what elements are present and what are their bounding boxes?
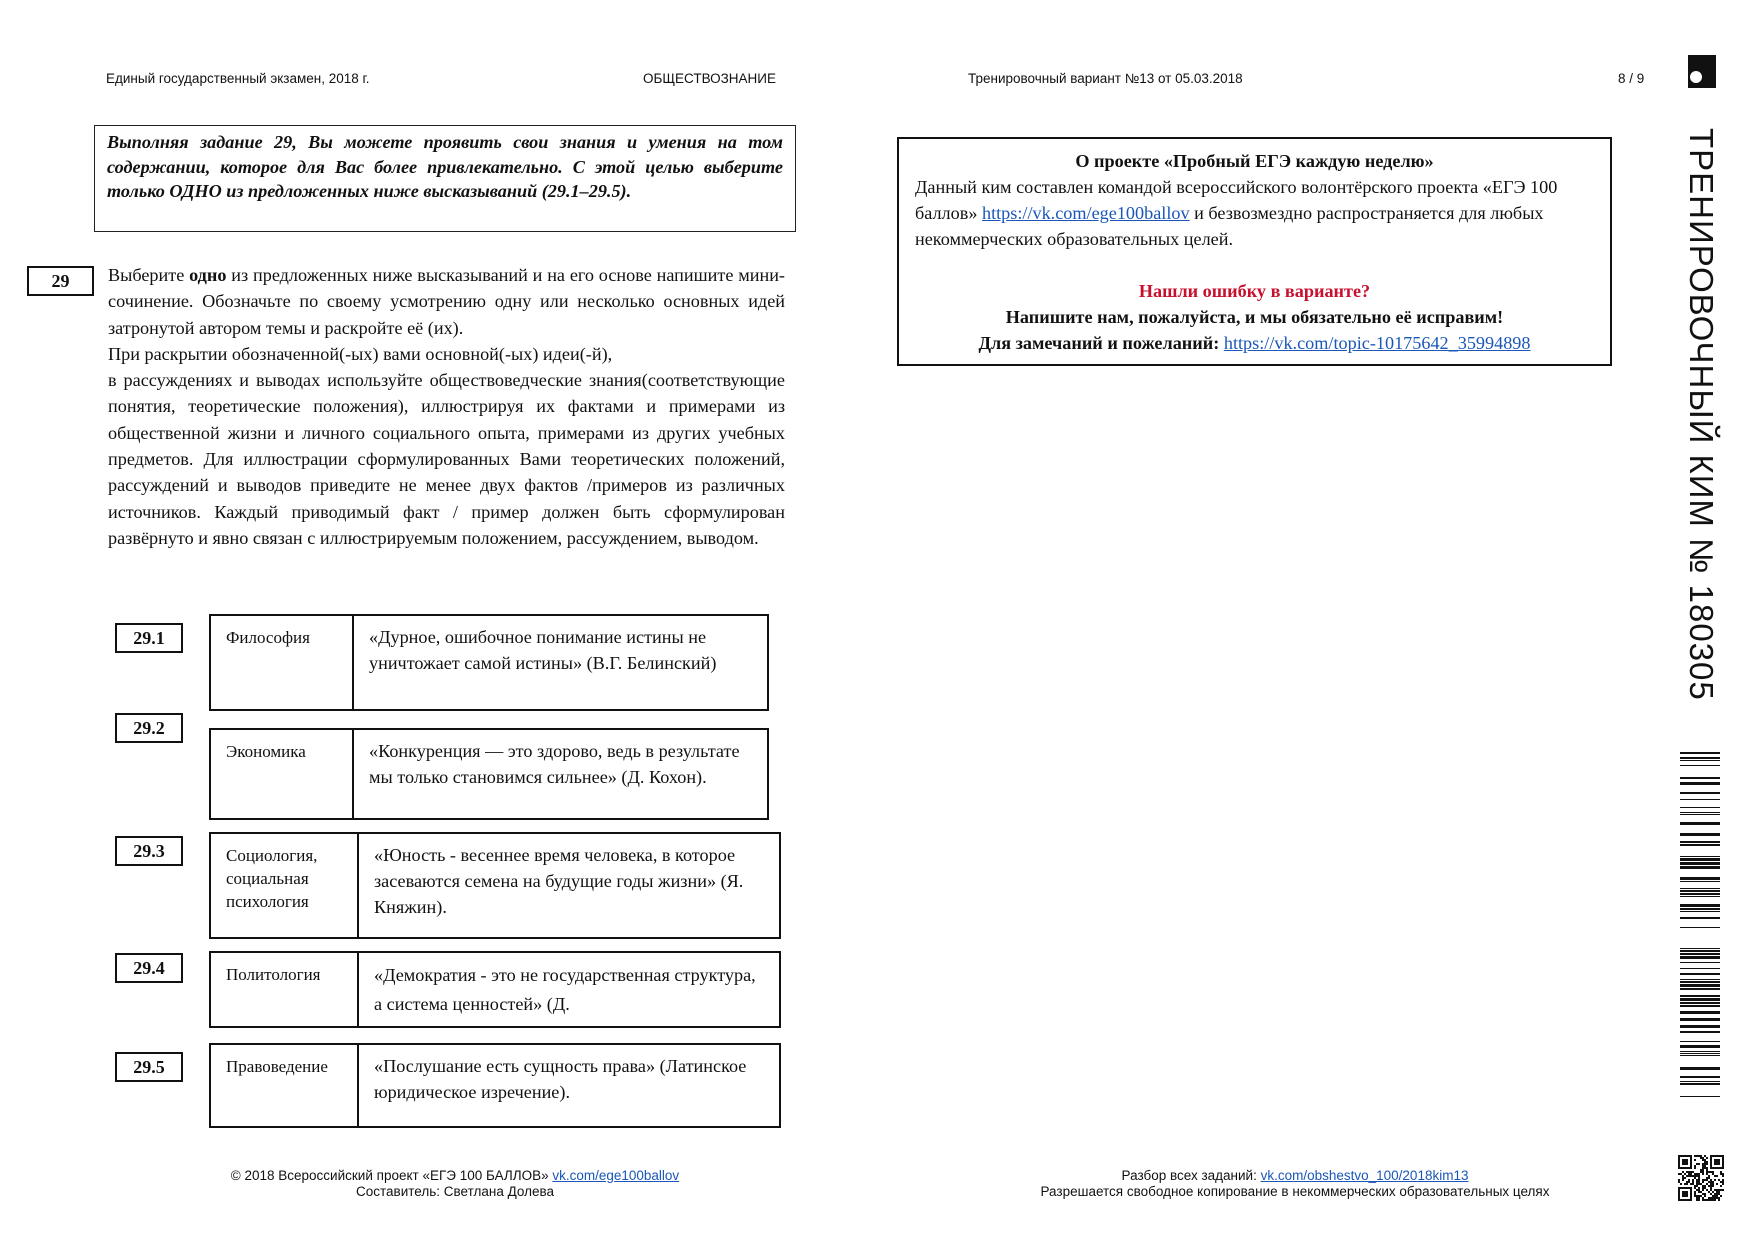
error-title: Нашли ошибку в варианте? [1138, 281, 1371, 301]
comments-line [915, 330, 1594, 356]
task-text-1: из предложенных ниже высказываний и на его основе напишите мини-сочинение. Обозначьте по своему усмотрению одну или несколько основных идей затронутой автором темы и раскройте её (их). [108, 265, 785, 338]
about-project-box [897, 137, 1612, 366]
about-text-2: и безвозмездно распространяется для любых некоммерческих образовательных целей. [915, 203, 1544, 249]
footer-left [205, 1168, 705, 1200]
vertical-variant-title: ТРЕНИРОВОЧНЫЙ КИМ № 180305 [1683, 128, 1720, 701]
option-number-29-1: 29.1 [115, 623, 183, 653]
option-subject: Экономика [211, 730, 354, 818]
footer-license: Разрешается свободное копирование в некоммерческих образовательных целях [1040, 1184, 1550, 1199]
about-title: О проекте «Пробный ЕГЭ каждую неделю» [1075, 151, 1434, 171]
option-quote: «Конкуренция — это здорово, ведь в результате мы только становимся сильнее» (Д. Кохон). [369, 741, 740, 787]
comments-label: Для замечаний и пожеланий: [978, 333, 1220, 353]
task-text-2: При раскрытии обозначенной(-ых) вами основной(-ых) идеи(-й), [108, 343, 613, 364]
option-box-29-5 [209, 1043, 781, 1128]
footer-analysis-link[interactable]: vk.com/obshestvo_100/2018kim13 [1260, 1168, 1469, 1183]
about-text [915, 174, 1594, 252]
option-subject: Социология, социальная психология [211, 834, 359, 937]
option-box-29-2 [209, 728, 769, 820]
error-text: Напишите нам, пожалуйста, и мы обязательно её исправим! [1005, 307, 1504, 327]
instruction-box: Выполняя задание 29, Вы можете проявить свои знания и умения на том содержании, которое для Вас более привлекательно. С этой целью выберите только ОДНО из предложенных ниже высказываний (29.1–29.5). [94, 125, 796, 232]
qr-code-icon [1678, 1155, 1724, 1201]
option-number-29-5: 29.5 [115, 1052, 183, 1082]
option-quote: «Послушание есть сущность права» (Латинское юридическое изречение). [374, 1056, 747, 1102]
option-quote: «Демократия - это не государственная структура, а система ценностей» (Д. [374, 965, 756, 1014]
option-number-29-2: 29.2 [115, 713, 183, 743]
option-subject: Правоведение [211, 1045, 359, 1126]
about-text-1: Данный ким составлен командой всероссийского волонтёрского проекта «ЕГЭ 100 баллов» [915, 177, 1558, 223]
option-quote: «Дурное, ошибочное понимание истины не уничтожает самой истины» (В.Г. Белинский) [369, 627, 717, 673]
option-box-29-1 [209, 614, 769, 711]
footer-right [1000, 1168, 1590, 1200]
footer-analysis-label: Разбор всех заданий: [1121, 1168, 1261, 1183]
header-page-number: 8 / 9 [1618, 71, 1645, 86]
option-quote: «Юность - весеннее время человека, в которое засеваются семена на будущие годы жизни» (Я. Княжин). [374, 845, 744, 917]
option-number-29-4: 29.4 [115, 953, 183, 983]
task-text [108, 262, 785, 551]
barcode-icon [1680, 752, 1720, 1100]
task-number-box: 29 [27, 266, 94, 296]
option-subject: Философия [211, 616, 354, 709]
option-box-29-3 [209, 832, 781, 939]
footer-copyright: © 2018 Всероссийский проект «ЕГЭ 100 БАЛЛОВ» [230, 1168, 553, 1183]
option-box-29-4 [209, 951, 781, 1028]
option-subject: Политология [211, 953, 359, 1026]
vk-group-link[interactable]: https://vk.com/ege100ballov [981, 203, 1190, 223]
footer-copyright-link[interactable]: vk.com/ege100ballov [552, 1168, 680, 1183]
task-text-pre: Выберите [108, 265, 190, 285]
corner-marker-icon [1688, 55, 1716, 88]
header-variant: Тренировочный вариант №13 от 05.03.2018 [968, 71, 1243, 86]
footer-author: Составитель: Светлана Долева [356, 1184, 554, 1199]
task-text-bold: одно [189, 265, 227, 285]
header-subject: ОБЩЕСТВОЗНАНИЕ [643, 71, 776, 86]
option-number-29-3: 29.3 [115, 836, 183, 866]
task-text-3: в рассуждениях и выводах используйте обществоведческие знания(соответствующие понятия, теоретические положения), иллюстрируя их фактами и примерами из общественной жизни и личного социального опыта, примерами из других учебных предметов. Для иллюстрации сформулированных Вами теоретических положений, рассуждений и выводов приведите не менее двух фактов /примеров из различных источников. Каждый приводимый факт / пример должен быть сформулирован развёрнуто и явно связан с иллюстрируемым положением, рассуждением, выводом. [108, 370, 785, 548]
header-exam-title: Единый государственный экзамен, 2018 г. [106, 71, 370, 86]
comments-link[interactable]: https://vk.com/topic-10175642_35994898 [1223, 333, 1531, 353]
